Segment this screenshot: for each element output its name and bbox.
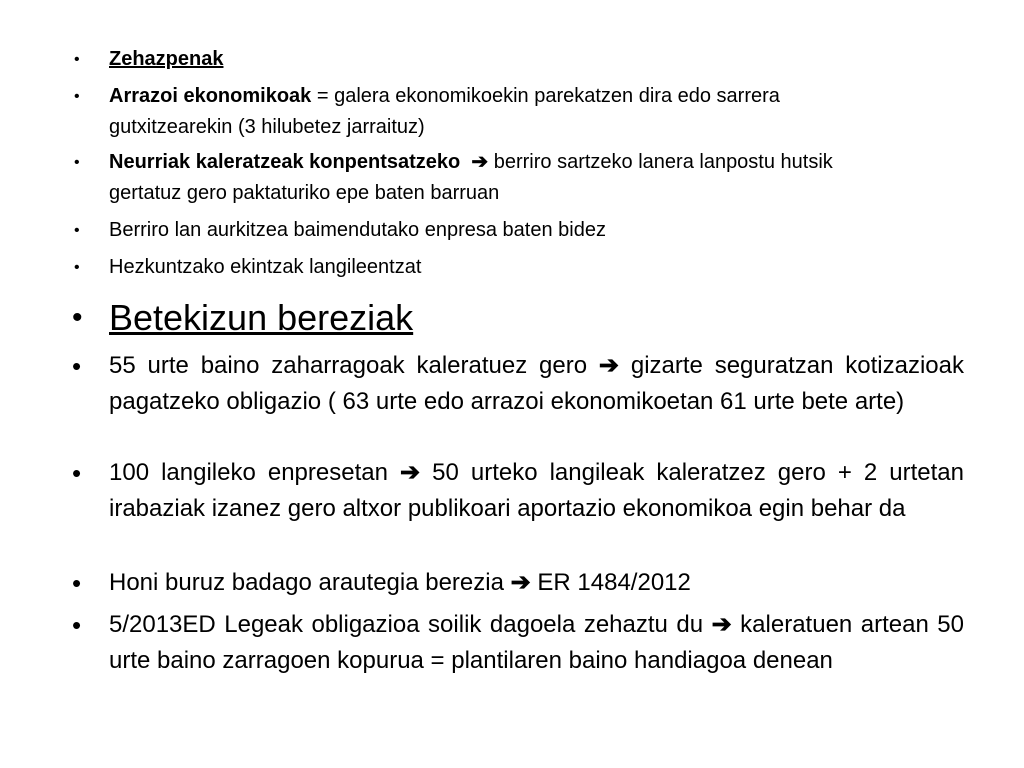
item-text-neurriak: berriro sartzeko lanera lanpostu hutsik gertatuz gero paktaturiko epe baten barruan [109,151,833,204]
bullet-symbol: • [72,610,82,640]
bullet-item-arrazoi-ekonomikoak [72,81,964,143]
bullet-symbol: • [72,301,83,334]
bullet-symbol: • [74,51,80,68]
bullet-item-neurriak [72,147,964,209]
bullet-item-hezkuntzako [72,252,964,283]
arrow-icon: ➔ [471,151,489,173]
bullet-item-55-urte [72,348,964,420]
item-text-honi-buruz-a: Honi buruz badago arautegia berezia [109,569,511,596]
bullet-symbol: • [74,88,80,105]
bullet-item-5-2013ed [72,607,964,679]
item-text-berriro-lan: Berriro lan aurkitzea baimendutako enpresa baten bidez [109,219,606,241]
item-text-arrazoi-ekonomikoak: = galera ekonomikoekin parekatzen dira edo sarrera gutxitzearekin (3 hilubetez jarraituz) [109,85,780,138]
bullet-symbol: • [72,458,82,488]
item-text-honi-buruz-b: ER 1484/2012 [530,569,691,596]
item-text-55-urte-a: 55 urte baino zaharragoak kaleratuez gero [109,352,599,379]
arrow-icon: ➔ [399,459,421,486]
bullet-symbol: • [74,222,80,239]
bullet-symbol: • [72,568,82,598]
arrow-icon: ➔ [598,352,620,379]
bullet-item-zehazpenak [72,44,964,75]
bullet-symbol: • [74,154,80,171]
arrow-icon: ➔ [510,569,531,596]
bullet-item-berriro-lan [72,215,964,246]
bullet-item-100-langileko [72,455,964,527]
item-text-100-langileko-a: 100 langileko enpresetan [109,459,400,486]
item-text-100-langileko-b: 50 urteko langileak kaleratzez gero + 2 urtetan irabaziak izanez gero altxor publikoari aportazio ekonomikoa egin behar da [109,459,965,522]
section-heading-betekizun [72,295,964,341]
bullet-symbol: • [72,351,82,381]
heading-text: Betekizun bereziak [109,297,414,338]
item-text-hezkuntzako: Hezkuntzako ekintzak langileentzat [109,256,422,278]
bullet-item-honi-buruz [72,565,964,601]
item-text-5-2013ed-a: 5/2013ED Legeak obligazioa soilik dagoela zehaztu du [109,611,712,638]
item-title-zehazpenak: Zehazpenak [109,48,224,70]
item-text-55-urte-b: gizarte seguratzan kotizazioak pagatzeko obligazio ( 63 urte edo arrazoi ekonomikoetan 61 urte bete arte) [109,352,964,415]
item-text-5-2013ed-b: kaleratuen artean 50 urte baino zarragoen kopurua = plantilaren baino handiagoa denean [109,611,965,674]
item-title-neurriak: Neurriak kaleratzeak konpentsatzeko [109,151,461,173]
arrow-icon: ➔ [711,611,732,638]
bullet-symbol: • [74,259,80,276]
item-title-arrazoi-ekonomikoak: Arrazoi ekonomikoak [109,85,312,107]
